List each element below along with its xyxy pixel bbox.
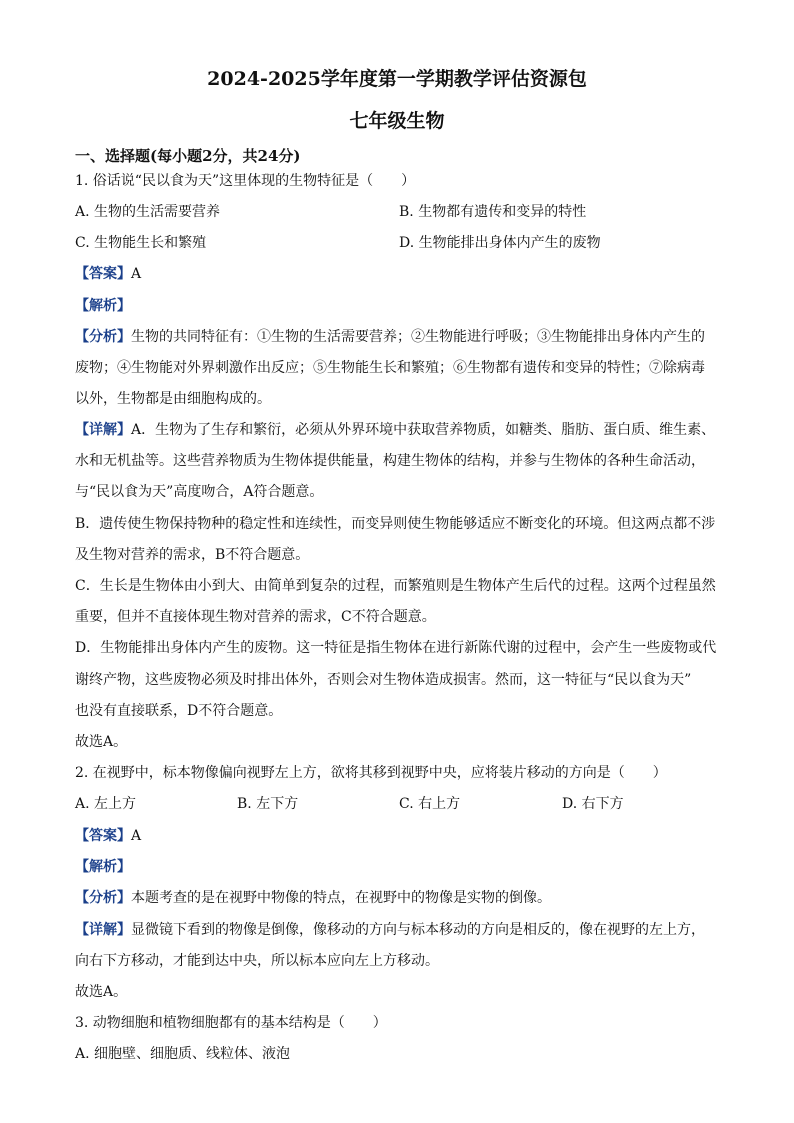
- q2-stem: 2. 在视野中，标本物像偏向视野左上方，欲将其移到视野中央，应将装片移动的方向是（ ）: [75, 765, 667, 781]
- fenxi-text: 本题考查的是在视野中物像的特点，在视野中的物像是实物的倒像。: [131, 890, 551, 906]
- fenxi-tag: 【分析】: [75, 329, 131, 345]
- q1-option-d: D. 生物能排出身体内产生的废物: [399, 235, 601, 251]
- q2-option-b: B. 左下方: [237, 796, 299, 812]
- xiangjie-tag: 【详解】: [75, 422, 131, 438]
- q2-detail-line-1: [75, 920, 725, 940]
- answer-tag: 【答案】: [75, 266, 131, 282]
- q1-detail-d-line-1: D．生物能排出身体内产生的废物。这一特征是指生物体在进行新陈代谢的过程中，会产生一些废物或代: [75, 640, 717, 656]
- q2-analysis-tag: 【解析】: [75, 859, 131, 875]
- document-title: 2024-2025学年度第一学期教学评估资源包: [207, 68, 587, 90]
- answer-value: A: [131, 266, 142, 282]
- q2-option-a: A. 左上方: [75, 796, 137, 812]
- q1-option-c: C. 生物能生长和繁殖: [75, 235, 207, 251]
- q2-detail-line-2: 向右下方移动，才能到达中央，所以标本应向左上方移动。: [75, 953, 439, 969]
- section-heading: 一、选择题(每小题2分，共24分): [75, 147, 301, 165]
- detail-text: A．生物为了生存和繁衍，必须从外界环境中获取营养物质，如糖类、脂肪、蛋白质、维生素、: [131, 422, 716, 438]
- q1-fenxi-line-2: 废物；④生物能对外界刺激作出反应；⑤生物能生长和繁殖；⑥生物都有遗传和变异的特性；⑦除病毒: [75, 360, 705, 376]
- detail-text: 显微镜下看到的物像是倒像，像移动的方向与标本移动的方向是相反的，像在视野的左上方，: [131, 922, 705, 938]
- q2-option-d: D. 右下方: [562, 796, 624, 812]
- q1-detail-d-line-2: 谢终产物，这些废物必须及时排出体外，否则会对生物体造成损害。然而，这一特征与“民以食为天”: [75, 672, 692, 688]
- q1-detail-c-line-2: 重要，但并不直接体现生物对营养的需求，C不符合题意。: [75, 609, 436, 625]
- q1-conclusion: 故选A。: [75, 734, 128, 750]
- document-subtitle: 七年级生物: [349, 110, 445, 132]
- answer-tag: 【答案】: [75, 828, 131, 844]
- q2-conclusion: 故选A。: [75, 984, 128, 1000]
- q1-detail-d-line-3: 也没有直接联系，D不符合题意。: [75, 703, 283, 719]
- q1-fenxi-line-1: [75, 327, 725, 347]
- q1-option-a: A. 生物的生活需要营养: [75, 204, 221, 220]
- q3-stem: 3. 动物细胞和植物细胞都有的基本结构是（ ）: [75, 1015, 387, 1031]
- q1-detail-b-line-2: 及生物对营养的需求，B不符合题意。: [75, 547, 310, 563]
- q1-stem: 1. 俗话说“民以食为天”这里体现的生物特征是（ ）: [75, 173, 416, 189]
- q1-detail-b-line-1: B．遗传使生物保持物种的稳定性和连续性，而变异则使生物能够适应不断变化的环境。但这两点都不涉: [75, 516, 716, 532]
- xiangjie-tag: 【详解】: [75, 922, 131, 938]
- q2-fenxi-line-1: [75, 888, 725, 908]
- q3-option-a: A. 细胞壁、细胞质、线粒体、液泡: [75, 1046, 291, 1062]
- q1-detail-a-line-2: 水和无机盐等。这些营养物质为生物体提供能量，构建生物体的结构，并参与生物体的各种生命活动，: [75, 453, 705, 469]
- q1-answer: [75, 264, 725, 284]
- q1-detail-a-line-1: [75, 420, 725, 440]
- q1-detail-c-line-1: C．生长是生物体由小到大、由简单到复杂的过程，而繁殖则是生物体产生后代的过程。这两个过程虽然: [75, 578, 716, 594]
- q2-option-c: C. 右上方: [399, 796, 461, 812]
- q1-option-b: B. 生物都有遗传和变异的特性: [399, 204, 587, 220]
- fenxi-tag: 【分析】: [75, 890, 131, 906]
- fenxi-text: 生物的共同特征有：①生物的生活需要营养；②生物能进行呼吸；③生物能排出身体内产生的: [131, 329, 705, 345]
- q1-fenxi-line-3: 以外，生物都是由细胞构成的。: [75, 391, 271, 407]
- q1-analysis-tag: 【解析】: [75, 298, 131, 314]
- q1-detail-a-line-3: 与“民以食为天”高度吻合，A符合题意。: [75, 484, 324, 500]
- answer-value: A: [131, 828, 142, 844]
- q2-answer: [75, 826, 725, 846]
